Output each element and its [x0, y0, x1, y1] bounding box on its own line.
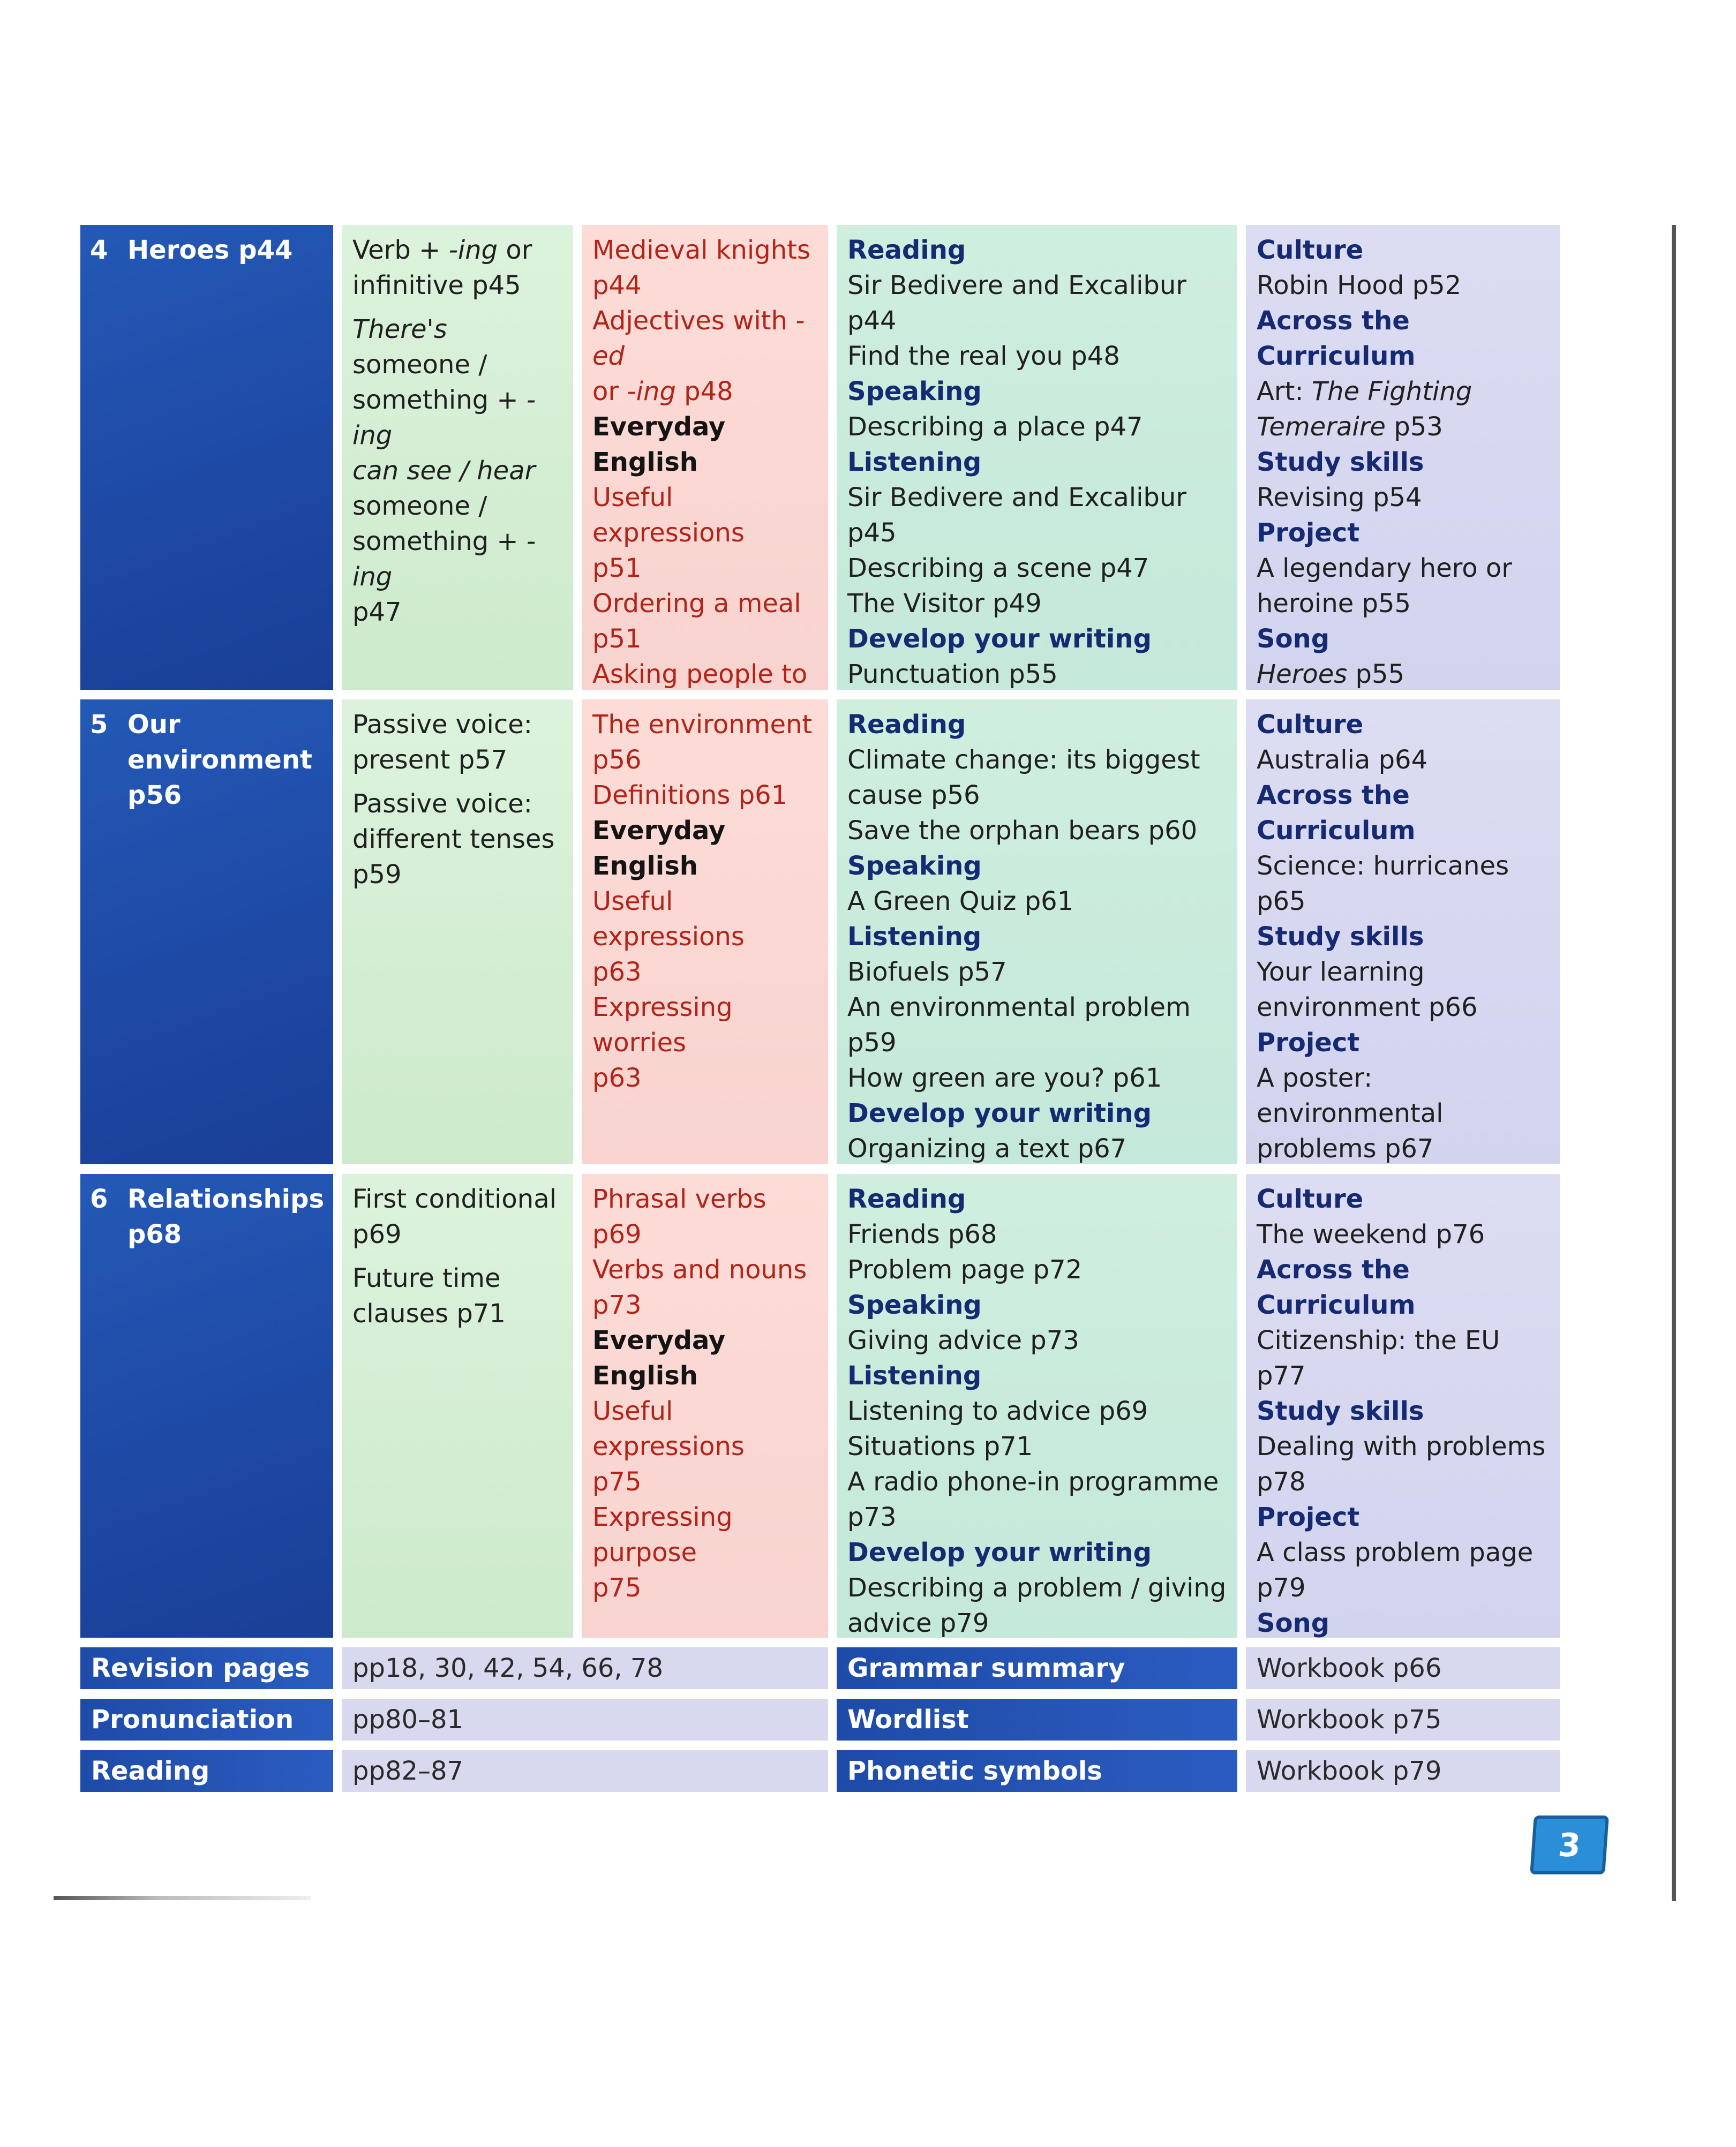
entry-text: p48: [675, 376, 733, 406]
section-heading: Song: [1257, 1608, 1330, 1638]
entry-line: [847, 954, 1231, 990]
extras-list: [1257, 707, 1553, 1164]
entry-text: The weekend p76: [1257, 1219, 1485, 1249]
entry-line: [592, 1181, 822, 1252]
entry-text: clauses p71: [352, 1299, 506, 1329]
section-heading: Across the Curriculum: [1257, 1255, 1416, 1320]
unit-title-line: Our: [127, 710, 181, 740]
footer-label: Pronunciation: [80, 1699, 333, 1741]
entry-text: p75: [592, 1573, 642, 1603]
entry-text: Medieval knights: [592, 235, 810, 265]
grammar-cell: [342, 1174, 573, 1638]
entry-text: p55: [1347, 659, 1405, 689]
footer-value: pp82–87: [342, 1750, 828, 1792]
footer-right-value: Workbook p75: [1246, 1699, 1560, 1741]
entry-line: [847, 338, 1231, 374]
grammar-list: [352, 232, 567, 630]
entry-line: [847, 1393, 1231, 1429]
entry-line: [592, 1570, 822, 1606]
footer-right-value: Workbook p66: [1246, 1647, 1560, 1689]
section-heading: Everyday English: [592, 816, 726, 881]
entry-text: Sir Bedivere and Excalibur p45: [847, 483, 1187, 548]
entry-text: Dealing with problems: [1257, 1432, 1546, 1462]
skills-cell: [837, 225, 1237, 690]
entry-line: [592, 742, 822, 778]
entry-text: p63: [592, 1063, 642, 1093]
footer-right-label: Phonetic symbols: [837, 1750, 1237, 1792]
entry-text: p44: [592, 270, 642, 300]
footer-right-label: Grammar summary: [837, 1647, 1237, 1689]
entry-line: [847, 268, 1231, 338]
entry-line: [592, 954, 822, 990]
footer-label: Revision pages: [80, 1647, 333, 1689]
entry-line: [1257, 657, 1553, 690]
entry-text: How green are you? p61: [847, 1063, 1162, 1093]
unit-title-line: Heroes p44: [127, 235, 293, 265]
entry-line: [592, 232, 822, 268]
entry-text: Describing a place p47: [847, 412, 1143, 442]
entry-line: [847, 1323, 1231, 1358]
unit-cell: [80, 1174, 333, 1638]
entry-line: [592, 268, 822, 303]
entry-line: [352, 1261, 567, 1296]
entry-line: [1257, 551, 1553, 586]
entry-text: Art:: [1257, 376, 1312, 406]
entry-text: Temeraire: [1257, 412, 1386, 442]
entry-line: [352, 382, 567, 453]
entry-text: -ing: [627, 376, 676, 406]
entry-text: Future time: [352, 1263, 501, 1293]
entry-line: [1257, 1464, 1553, 1500]
section-heading: Speaking: [847, 851, 982, 881]
entry-text: First conditional: [352, 1184, 557, 1214]
entry-line: [352, 857, 567, 892]
entry-line: [1257, 1323, 1553, 1393]
entry-line: [352, 453, 567, 488]
unit-title: [90, 1181, 328, 1252]
unit-number: 5: [90, 710, 108, 740]
entry-text: The Fighting: [1311, 376, 1472, 406]
grammar-list: [352, 1181, 567, 1331]
entry-text: p56: [592, 745, 642, 775]
entry-line: [592, 1252, 822, 1287]
entry-text: The Visitor p49: [847, 589, 1042, 619]
entry-line: [352, 742, 567, 778]
entry-text: p63: [592, 957, 642, 987]
entry-text: There's: [352, 314, 447, 344]
entry-line: [592, 778, 822, 813]
entry-line: [592, 1393, 822, 1464]
entry-line: [352, 707, 567, 742]
unit-title-line: p56: [127, 780, 182, 810]
vocabulary-list: [592, 1181, 822, 1606]
entry-text: A radio phone-in programme p73: [847, 1467, 1219, 1532]
entry-text: environment p66: [1257, 992, 1478, 1022]
entry-text: Find the real you p48: [847, 341, 1120, 371]
vocabulary-cell: [582, 1174, 828, 1638]
entry-line: [352, 786, 567, 822]
page-edge-rule: [1672, 225, 1676, 1901]
entry-line: [592, 480, 822, 551]
entry-line: [352, 312, 567, 382]
entry-text: Giving advice p73: [847, 1325, 1079, 1355]
entry-line: [352, 1296, 567, 1331]
entry-text: present p57: [352, 745, 508, 775]
entry-text: Ordering a meal: [592, 589, 801, 619]
entry-text: Friends p68: [847, 1219, 997, 1249]
section-heading: Across the Curriculum: [1257, 306, 1416, 371]
entry-text: Asking people to: [592, 659, 808, 689]
section-heading: Study skills: [1257, 922, 1424, 952]
entry-text: Definitions p61: [592, 780, 788, 810]
entry-line: [592, 374, 822, 409]
entry-text: p79: [1257, 1573, 1306, 1603]
entry-line: [592, 1287, 822, 1323]
spacer: [352, 778, 567, 786]
entry-text: A Green Quiz p61: [847, 886, 1074, 916]
entry-line: [1257, 954, 1553, 990]
section-heading: Study skills: [1257, 1396, 1424, 1426]
entry-text: -ing: [352, 526, 536, 592]
entry-line: [352, 524, 567, 594]
entry-line: [592, 707, 822, 742]
vocabulary-cell: [582, 699, 828, 1164]
footer-right-value: Workbook p79: [1246, 1750, 1560, 1792]
entry-line: [592, 621, 822, 657]
entry-text: Situations p71: [847, 1432, 1033, 1462]
entry-line: [1257, 1217, 1553, 1252]
entry-line: [592, 1060, 822, 1096]
entry-line: [847, 1429, 1231, 1464]
entry-text: or: [498, 235, 532, 265]
entry-text: someone /: [352, 491, 487, 521]
entry-line: [847, 586, 1231, 621]
entry-line: [847, 409, 1231, 445]
entry-text: Passive voice:: [352, 710, 532, 740]
skills-list: [847, 707, 1231, 1164]
extras-cell: [1246, 225, 1560, 690]
entry-line: [847, 990, 1231, 1060]
entry-text: or: [592, 376, 627, 406]
entry-text: Biofuels p57: [847, 957, 1007, 987]
footer-label: Reading: [80, 1750, 333, 1792]
entry-line: [1257, 586, 1553, 621]
entry-line: [1257, 1429, 1553, 1464]
entry-line: [1257, 409, 1553, 445]
entry-text: advice p79: [847, 1608, 989, 1638]
entry-line: [847, 742, 1231, 778]
unit-title: [90, 232, 328, 268]
entry-text: Passive voice:: [352, 789, 532, 819]
vocabulary-list: [592, 707, 822, 1096]
entry-line: [847, 480, 1231, 551]
grammar-cell: [342, 225, 573, 690]
section-heading: Culture: [1257, 1184, 1364, 1214]
extras-list: [1257, 232, 1553, 690]
section-heading: Study skills: [1257, 447, 1424, 477]
section-heading: Reading: [847, 1184, 966, 1214]
entry-text: p75: [592, 1467, 642, 1497]
entry-text: -ed: [592, 306, 805, 371]
entry-line: [1257, 480, 1553, 515]
entry-line: [847, 1570, 1231, 1606]
skills-list: [847, 1181, 1231, 1638]
extras-cell: [1246, 1174, 1560, 1638]
section-heading: Speaking: [847, 1290, 982, 1320]
entry-text: p47: [352, 597, 402, 627]
entry-line: [1257, 1570, 1553, 1606]
entry-line: [847, 813, 1231, 848]
extras-list: [1257, 1181, 1553, 1638]
entry-text: cause p56: [847, 780, 980, 810]
entry-line: [592, 884, 822, 954]
entry-line: [592, 586, 822, 621]
section-heading: Across the Curriculum: [1257, 780, 1416, 846]
entry-line: [592, 1500, 822, 1570]
entry-text: Verbs and nouns: [592, 1255, 807, 1285]
entry-text: Climate change: its biggest: [847, 745, 1200, 775]
entry-text: Organizing a text p67: [847, 1134, 1127, 1164]
entry-text: Sir Bedivere and Excalibur p44: [847, 270, 1187, 336]
entry-text: Punctuation p55: [847, 659, 1058, 689]
entry-line: [352, 232, 567, 268]
entry-text: Describing a scene p47: [847, 553, 1149, 583]
section-heading: Listening: [847, 447, 982, 477]
entry-text: A legendary hero or: [1257, 553, 1513, 583]
footer-value: pp18, 30, 42, 54, 66, 78: [342, 1647, 828, 1689]
unit-title-line: environment: [127, 745, 312, 775]
section-heading: Culture: [1257, 235, 1364, 265]
entry-text: Phrasal verbs p69: [592, 1184, 766, 1249]
entry-text: Useful expressions: [592, 1396, 745, 1462]
entry-text: someone /: [352, 350, 487, 380]
vocabulary-list: [592, 232, 822, 690]
unit-title-line: Relationships: [127, 1184, 325, 1214]
entry-line: [847, 778, 1231, 813]
scan-smudge: [54, 1896, 311, 1900]
entry-text: something +: [352, 385, 527, 415]
section-heading: Everyday English: [592, 412, 726, 477]
section-heading: Listening: [847, 1361, 982, 1391]
entry-line: [847, 657, 1231, 690]
entry-text: p51: [592, 553, 642, 583]
entry-line: [847, 551, 1231, 586]
entry-line: [592, 657, 822, 690]
spacer: [352, 1252, 567, 1261]
section-heading: Develop your writing: [847, 624, 1152, 654]
entry-line: [1257, 1060, 1553, 1131]
entry-text: Expressing purpose: [592, 1502, 733, 1568]
entry-line: [352, 594, 567, 630]
entry-line: [352, 1217, 567, 1252]
entry-line: [847, 884, 1231, 919]
section-heading: Develop your writing: [847, 1538, 1152, 1568]
entry-line: [352, 488, 567, 524]
entry-text: can see / hear: [352, 456, 536, 486]
entry-line: [592, 303, 822, 374]
entry-text: Science: hurricanes p65: [1257, 851, 1509, 916]
entry-text: p78: [1257, 1467, 1306, 1497]
entry-text: Useful expressions: [592, 886, 745, 952]
unit-cell: [80, 699, 333, 1164]
entry-text: Verb +: [352, 235, 449, 265]
entry-text: Expressing worries: [592, 992, 733, 1058]
section-heading: Reading: [847, 235, 966, 265]
vocabulary-cell: [582, 225, 828, 690]
spacer: [352, 303, 567, 312]
section-heading: Project: [1257, 518, 1360, 548]
entry-line: [1257, 742, 1553, 778]
entry-line: [352, 268, 567, 303]
section-heading: Project: [1257, 1028, 1360, 1058]
entry-text: A class problem page: [1257, 1538, 1534, 1568]
section-heading: Project: [1257, 1502, 1360, 1532]
unit-number: 6: [90, 1184, 108, 1214]
entry-text: The environment: [592, 710, 813, 740]
entry-line: [1257, 1131, 1553, 1164]
extras-cell: [1246, 699, 1560, 1164]
entry-text: Listening to advice p69: [847, 1396, 1148, 1426]
entry-text: problems p67: [1257, 1134, 1434, 1164]
entry-text: Revising p54: [1257, 483, 1422, 513]
entry-line: [847, 1464, 1231, 1535]
entry-text: -ing: [352, 385, 536, 450]
footer-value: pp80–81: [342, 1699, 828, 1741]
entry-line: [1257, 374, 1553, 409]
unit-cell: [80, 225, 333, 690]
entry-text: p59: [352, 860, 402, 890]
entry-line: [847, 1217, 1231, 1252]
entry-line: [1257, 268, 1553, 303]
entry-text: Problem page p72: [847, 1255, 1083, 1285]
entry-line: [592, 990, 822, 1060]
entry-line: [1257, 848, 1553, 919]
section-heading: Reading: [847, 710, 966, 740]
skills-cell: [837, 1174, 1237, 1638]
entry-text: Robin Hood p52: [1257, 270, 1462, 300]
entry-line: [847, 1606, 1231, 1638]
entry-line: [847, 1131, 1231, 1164]
entry-text: p69: [352, 1219, 402, 1249]
entry-line: [1257, 1535, 1553, 1570]
section-heading: Speaking: [847, 376, 982, 406]
section-heading: Everyday English: [592, 1325, 726, 1391]
entry-text: An environmental problem p59: [847, 992, 1191, 1058]
grammar-list: [352, 707, 567, 892]
entry-text: heroine p55: [1257, 589, 1411, 619]
entry-text: Citizenship: the EU p77: [1257, 1325, 1500, 1391]
entry-line: [847, 1252, 1231, 1287]
skills-list: [847, 232, 1231, 690]
entry-text: Australia p64: [1257, 745, 1428, 775]
entry-text: p73: [592, 1290, 642, 1320]
entry-line: [592, 551, 822, 586]
page-number: 3: [1530, 1815, 1609, 1874]
entry-text: Save the orphan bears p60: [847, 816, 1198, 846]
entry-text: Heroes: [1257, 659, 1348, 689]
unit-title-line: p68: [127, 1219, 182, 1249]
entry-line: [592, 1464, 822, 1500]
entry-text: p51: [592, 624, 642, 654]
entry-text: different tenses: [352, 824, 555, 854]
entry-line: [847, 1060, 1231, 1096]
entry-text: infinitive p45: [352, 270, 521, 300]
skills-cell: [837, 699, 1237, 1164]
section-heading: Listening: [847, 922, 982, 952]
grammar-cell: [342, 699, 573, 1164]
entry-line: [1257, 990, 1553, 1025]
entry-text: Adjectives with: [592, 306, 796, 336]
entry-text: -ing: [448, 235, 498, 265]
entry-text: something +: [352, 526, 527, 556]
entry-line: [352, 822, 567, 857]
footer-right-label: Wordlist: [837, 1699, 1237, 1741]
unit-number: 4: [90, 235, 108, 265]
entry-line: [352, 1181, 567, 1217]
entry-text: p53: [1385, 412, 1443, 442]
entry-text: Useful expressions: [592, 483, 745, 548]
entry-text: Your learning: [1257, 957, 1425, 987]
section-heading: Develop your writing: [847, 1098, 1152, 1128]
entry-text: Describing a problem / giving: [847, 1573, 1227, 1603]
unit-title: [90, 707, 328, 813]
section-heading: Song: [1257, 624, 1330, 654]
entry-text: A poster: environmental: [1257, 1063, 1444, 1128]
section-heading: Culture: [1257, 710, 1364, 740]
